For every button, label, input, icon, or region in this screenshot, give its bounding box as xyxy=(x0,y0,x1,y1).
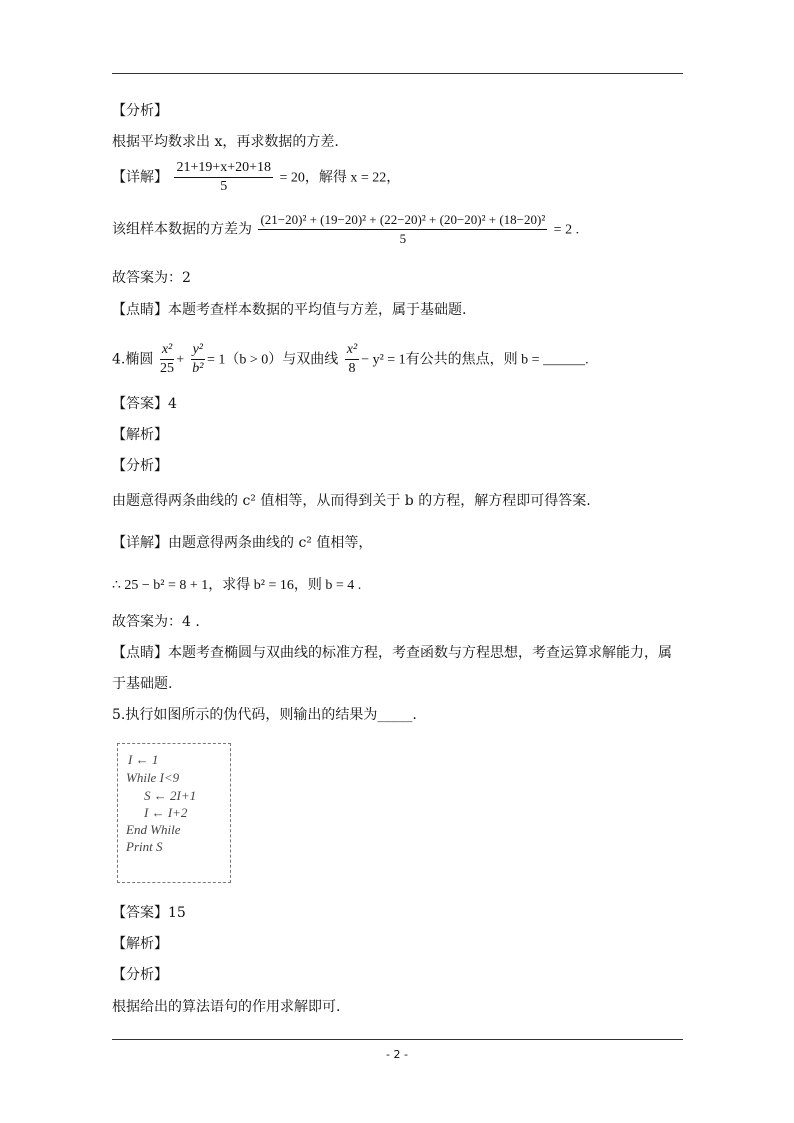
q4-fraction-1 xyxy=(160,342,174,377)
q4-frac2-den: b² xyxy=(192,361,204,376)
q4-comment-2: 于基础题. xyxy=(112,676,173,692)
q4-frac1-num: x² xyxy=(160,342,174,360)
code-line-5: End While xyxy=(126,822,181,837)
q4-answer: 【答案】4 xyxy=(112,396,177,412)
q4-prefix: 4.椭圆 xyxy=(112,351,154,368)
q4-fenxi: 【分析】 xyxy=(112,458,168,474)
question-4 xyxy=(112,342,589,377)
analysis-text: 根据平均数求出 x，再求数据的方差. xyxy=(112,134,339,150)
page-number: - 2 - xyxy=(386,1048,408,1061)
q4-answer-line: 故答案为：4 . xyxy=(112,614,200,630)
q4-frac2-num: y² xyxy=(191,342,205,360)
code-line-1: I ← 1 xyxy=(128,752,159,767)
analysis-label: 【分析】 xyxy=(112,103,168,119)
mean-fraction xyxy=(174,160,273,195)
variance-denominator: 5 xyxy=(399,231,407,246)
q5-jiexi: 【解析】 xyxy=(112,936,168,952)
variance-equation xyxy=(112,212,579,247)
q4-frac1-den: 25 xyxy=(160,361,175,376)
q4-fraction-3 xyxy=(345,342,359,377)
header-rule xyxy=(112,73,683,74)
footer-rule xyxy=(112,1039,683,1040)
q5-fenxi-text: 根据给出的算法语句的作用求解即可. xyxy=(112,999,341,1015)
q4-frac3-den: 8 xyxy=(348,361,356,376)
comment-q3 xyxy=(112,300,466,320)
code-line-6: Print S xyxy=(126,839,163,854)
q4-eq2: − y² = 1有公共的焦点，则 b = ______. xyxy=(361,352,589,368)
question-5: 5.执行如图所示的伪代码，则输出的结果为_____. xyxy=(112,707,417,723)
pseudocode-box xyxy=(117,743,231,883)
q5-answer: 【答案】15 xyxy=(112,905,186,921)
code-line-4: I ← I+2 xyxy=(144,805,188,820)
comment-text: 本题考查样本数据的平均值与方差，属于基础题. xyxy=(168,302,467,318)
q4-detail: 【详解】由题意得两条曲线的 c² 值相等， xyxy=(112,535,373,551)
mean-numerator: 21+19+x+20+18 xyxy=(174,160,273,178)
mean-result: = 20，解得 x = 22， xyxy=(279,170,401,186)
comment-label: 【点睛】 xyxy=(112,302,168,318)
answer-line-q3: 故答案为：2 xyxy=(112,270,191,286)
q4-jiexi: 【解析】 xyxy=(112,427,168,443)
variance-fraction xyxy=(258,212,547,247)
code-line-2: While I<9 xyxy=(126,770,180,785)
q4-fenxi-text: 由题意得两条曲线的 c² 值相等，从而得到关于 b 的方程，解方程即可得答案. xyxy=(112,493,591,509)
mean-denominator: 5 xyxy=(220,179,228,194)
variance-result: = 2 . xyxy=(553,222,580,238)
q4-fraction-2 xyxy=(191,342,205,377)
q4-eq1: = 1（b > 0）与双曲线 xyxy=(207,352,339,368)
q4-plus: + xyxy=(176,352,185,368)
q4-frac3-num: x² xyxy=(345,342,359,360)
q4-calculation: ∴ 25 − b² = 8 + 1，求得 b² = 16，则 b = 4 . xyxy=(112,578,362,593)
detail-label: 【详解】 xyxy=(112,169,168,186)
variance-prefix: 该组样本数据的方差为 xyxy=(112,221,252,238)
detail-mean-equation xyxy=(112,160,400,195)
code-line-3: S ← 2I+1 xyxy=(144,788,197,803)
q4-comment-1: 【点睛】本题考查椭圆与双曲线的标准方程，考查函数与方程思想，考查运算求解能力，属 xyxy=(112,645,672,661)
variance-numerator: (21−20)² + (19−20)² + (22−20)² + (20−20)² + (18−20)² xyxy=(258,212,547,230)
q5-fenxi: 【分析】 xyxy=(112,967,168,983)
